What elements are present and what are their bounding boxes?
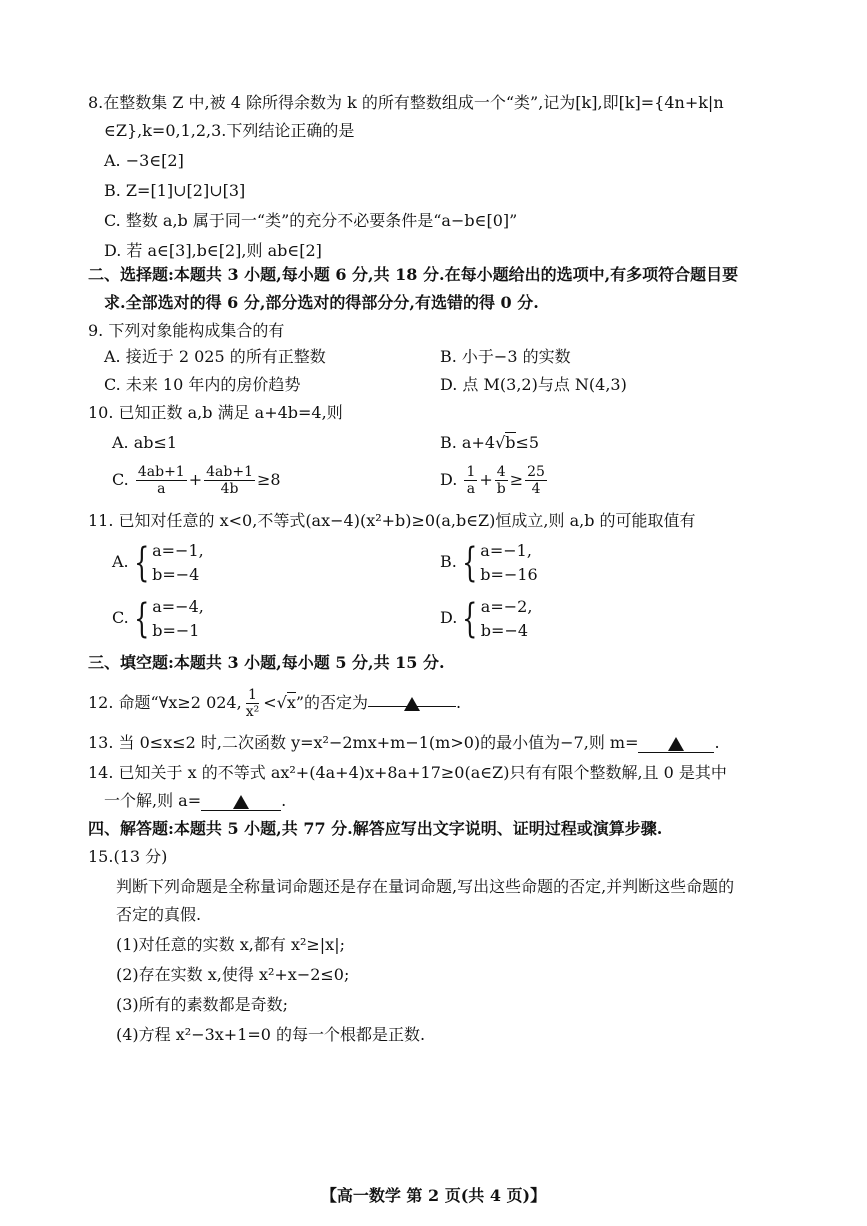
q15-part4: (4)方程 x²−3x+1=0 的每一个根都是正数. [116,1025,426,1044]
q10-stem: 10. 已知正数 a,b 满足 a+4b=4,则 [88,403,343,422]
q13-line [88,732,720,754]
q12-suffix: ”的否定为 [295,693,369,712]
equation-system [152,595,204,643]
ge-sign: ≥ [509,470,524,489]
plus-sign: + [479,470,493,489]
q15-part3: (3)所有的素数都是奇数; [116,995,289,1014]
fraction-numerator: 25 [527,464,545,480]
section4-heading: 四、解答题:本题共 5 小题,共 77 分.解答应写出文字说明、证明过程或演算步骤. [88,819,663,838]
q10-option-b [440,432,539,454]
system-line: b=−1 [152,620,200,640]
q9-option-c: C. 未来 10 年内的房价趋势 [104,375,301,394]
q15-intro-line2: 否定的真假. [116,905,202,924]
section2-heading-line2: 求.全部选对的得 6 分,部分选对的得部分分,有选错的得 0 分. [104,293,539,312]
system-line: a=−4, [152,596,204,616]
triangle-icon [233,795,249,809]
fraction-denominator: a [466,481,476,497]
fraction-numerator: 1 [248,687,257,703]
q10-d-fraction2 [495,464,508,497]
system-line: a=−1, [152,540,204,560]
q9-option-d: D. 点 M(3,2)与点 N(4,3) [440,375,627,394]
q14-answer-blank[interactable] [201,790,281,811]
period: . [714,733,720,752]
option-label: B. [440,552,457,571]
q14-line2 [104,790,286,812]
fraction-denominator: 4b [220,481,239,497]
q12-fraction [244,687,262,720]
triangle-icon [404,697,420,711]
left-brace-icon: { [133,539,150,586]
fraction-denominator: x² [245,704,260,720]
page-footer: 【高一数学 第 2 页(共 4 页)】 [320,1186,547,1205]
q11-stem: 11. 已知对任意的 x<0,不等式(ax−4)(x²+b)≥0(a,b∈Z)恒成立,则 a,b 的可能取值有 [88,511,696,530]
system-line: b=−4 [152,564,200,584]
q15-title: 15.(13 分) [88,847,168,866]
period: . [281,791,287,810]
fraction-denominator: 4 [531,481,541,497]
sqrt-symbol: √ [276,693,287,712]
q10-option-a: A. ab≤1 [112,433,178,452]
system-line: a=−1, [480,540,532,560]
q9-option-b: B. 小于−3 的实数 [440,347,571,366]
q11-option-a [112,538,204,587]
section2-heading-line1: 二、选择题:本题共 3 小题,每小题 6 分,共 18 分.在每小题给出的选项中,有多项符合题目要 [88,265,739,284]
q11-option-c [112,594,204,643]
q10-b-suffix: ≤5 [515,433,540,452]
q10-b-radicand: b [505,433,516,452]
q10-c-suffix: ≥8 [256,470,281,489]
q14-line1: 14. 已知关于 x 的不等式 ax²+(4a+4)x+8a+17≥0(a∈Z)只有有限个整数解,且 0 是其中 [88,763,727,782]
q8-stem-line2: ∈Z},k=0,1,2,3.下列结论正确的是 [104,121,355,140]
fraction-numerator: 4 [496,464,506,480]
left-brace-icon: { [461,539,478,586]
q15-part1: (1)对任意的实数 x,都有 x²≥|x|; [116,935,345,954]
q8-stem-line1: 8.在整数集 Z 中,被 4 除所得余数为 k 的所有整数组成一个“类”,记为[k],即[k]={4n+k|n [88,93,724,112]
q9-stem: 9. 下列对象能构成集合的有 [88,321,285,340]
q10-b-prefix: B. a+4 [440,433,496,452]
less-than-sign: < [263,693,277,712]
q11-option-b [440,538,538,587]
fraction-numerator: 4ab+1 [137,464,185,480]
q12-radicand: x [286,693,296,712]
q10-c-fraction2 [204,464,255,497]
q9-option-a: A. 接近于 2 025 的所有正整数 [104,347,326,366]
q12-answer-blank[interactable] [368,686,456,707]
q8-option-c: C. 整数 a,b 属于同一“类”的充分不必要条件是“a−b∈[0]” [104,211,518,230]
fraction-numerator: 1 [466,464,476,480]
equation-system [152,539,204,587]
q12-prefix: 12. 命题“∀x≥2 024, [88,693,242,712]
q8-option-d: D. 若 a∈[3],b∈[2],则 ab∈[2] [104,241,322,260]
q10-d-fraction1 [464,464,477,497]
option-label: C. [112,608,129,627]
q13-text: 13. 当 0≤x≤2 时,二次函数 y=x²−2mx+m−1(m>0)的最小值为−7,则 m= [88,733,639,752]
equation-system [481,595,533,643]
q11-option-d [440,594,532,643]
equation-system [480,539,537,587]
plus-sign: + [188,470,203,489]
option-label: A. [112,552,129,571]
q10-d-fraction3 [525,464,547,497]
fraction-numerator: 4ab+1 [206,464,253,480]
q10-c-fraction1 [136,464,187,497]
left-brace-icon: { [462,595,478,642]
sqrt-symbol: √ [495,433,506,452]
q10-c-label: C. [112,470,129,489]
fraction-denominator: a [157,481,166,497]
q14-text: 一个解,则 a= [104,791,202,810]
fraction-denominator: b [496,481,506,497]
q15-intro-line1: 判断下列命题是全称量词命题还是存在量词命题,写出这些命题的否定,并判断这些命题的 [116,877,735,896]
q10-option-d [440,464,549,497]
q15-part2: (2)存在实数 x,使得 x²+x−2≤0; [116,965,350,984]
section3-heading: 三、填空题:本题共 3 小题,每小题 5 分,共 15 分. [88,653,445,672]
q8-option-a: A. −3∈[2] [104,151,184,170]
q10-option-c [112,464,281,497]
q13-answer-blank[interactable] [638,732,714,753]
triangle-icon [668,737,684,751]
system-line: b=−4 [480,620,529,640]
system-line: b=−16 [480,564,538,584]
q8-option-b: B. Z=[1]∪[2]∪[3] [104,181,246,200]
period: . [456,693,462,712]
system-line: a=−2, [480,596,533,616]
q10-d-label: D. [440,470,458,489]
option-label: D. [440,608,458,627]
left-brace-icon: { [133,595,150,642]
q12-line [88,686,461,720]
